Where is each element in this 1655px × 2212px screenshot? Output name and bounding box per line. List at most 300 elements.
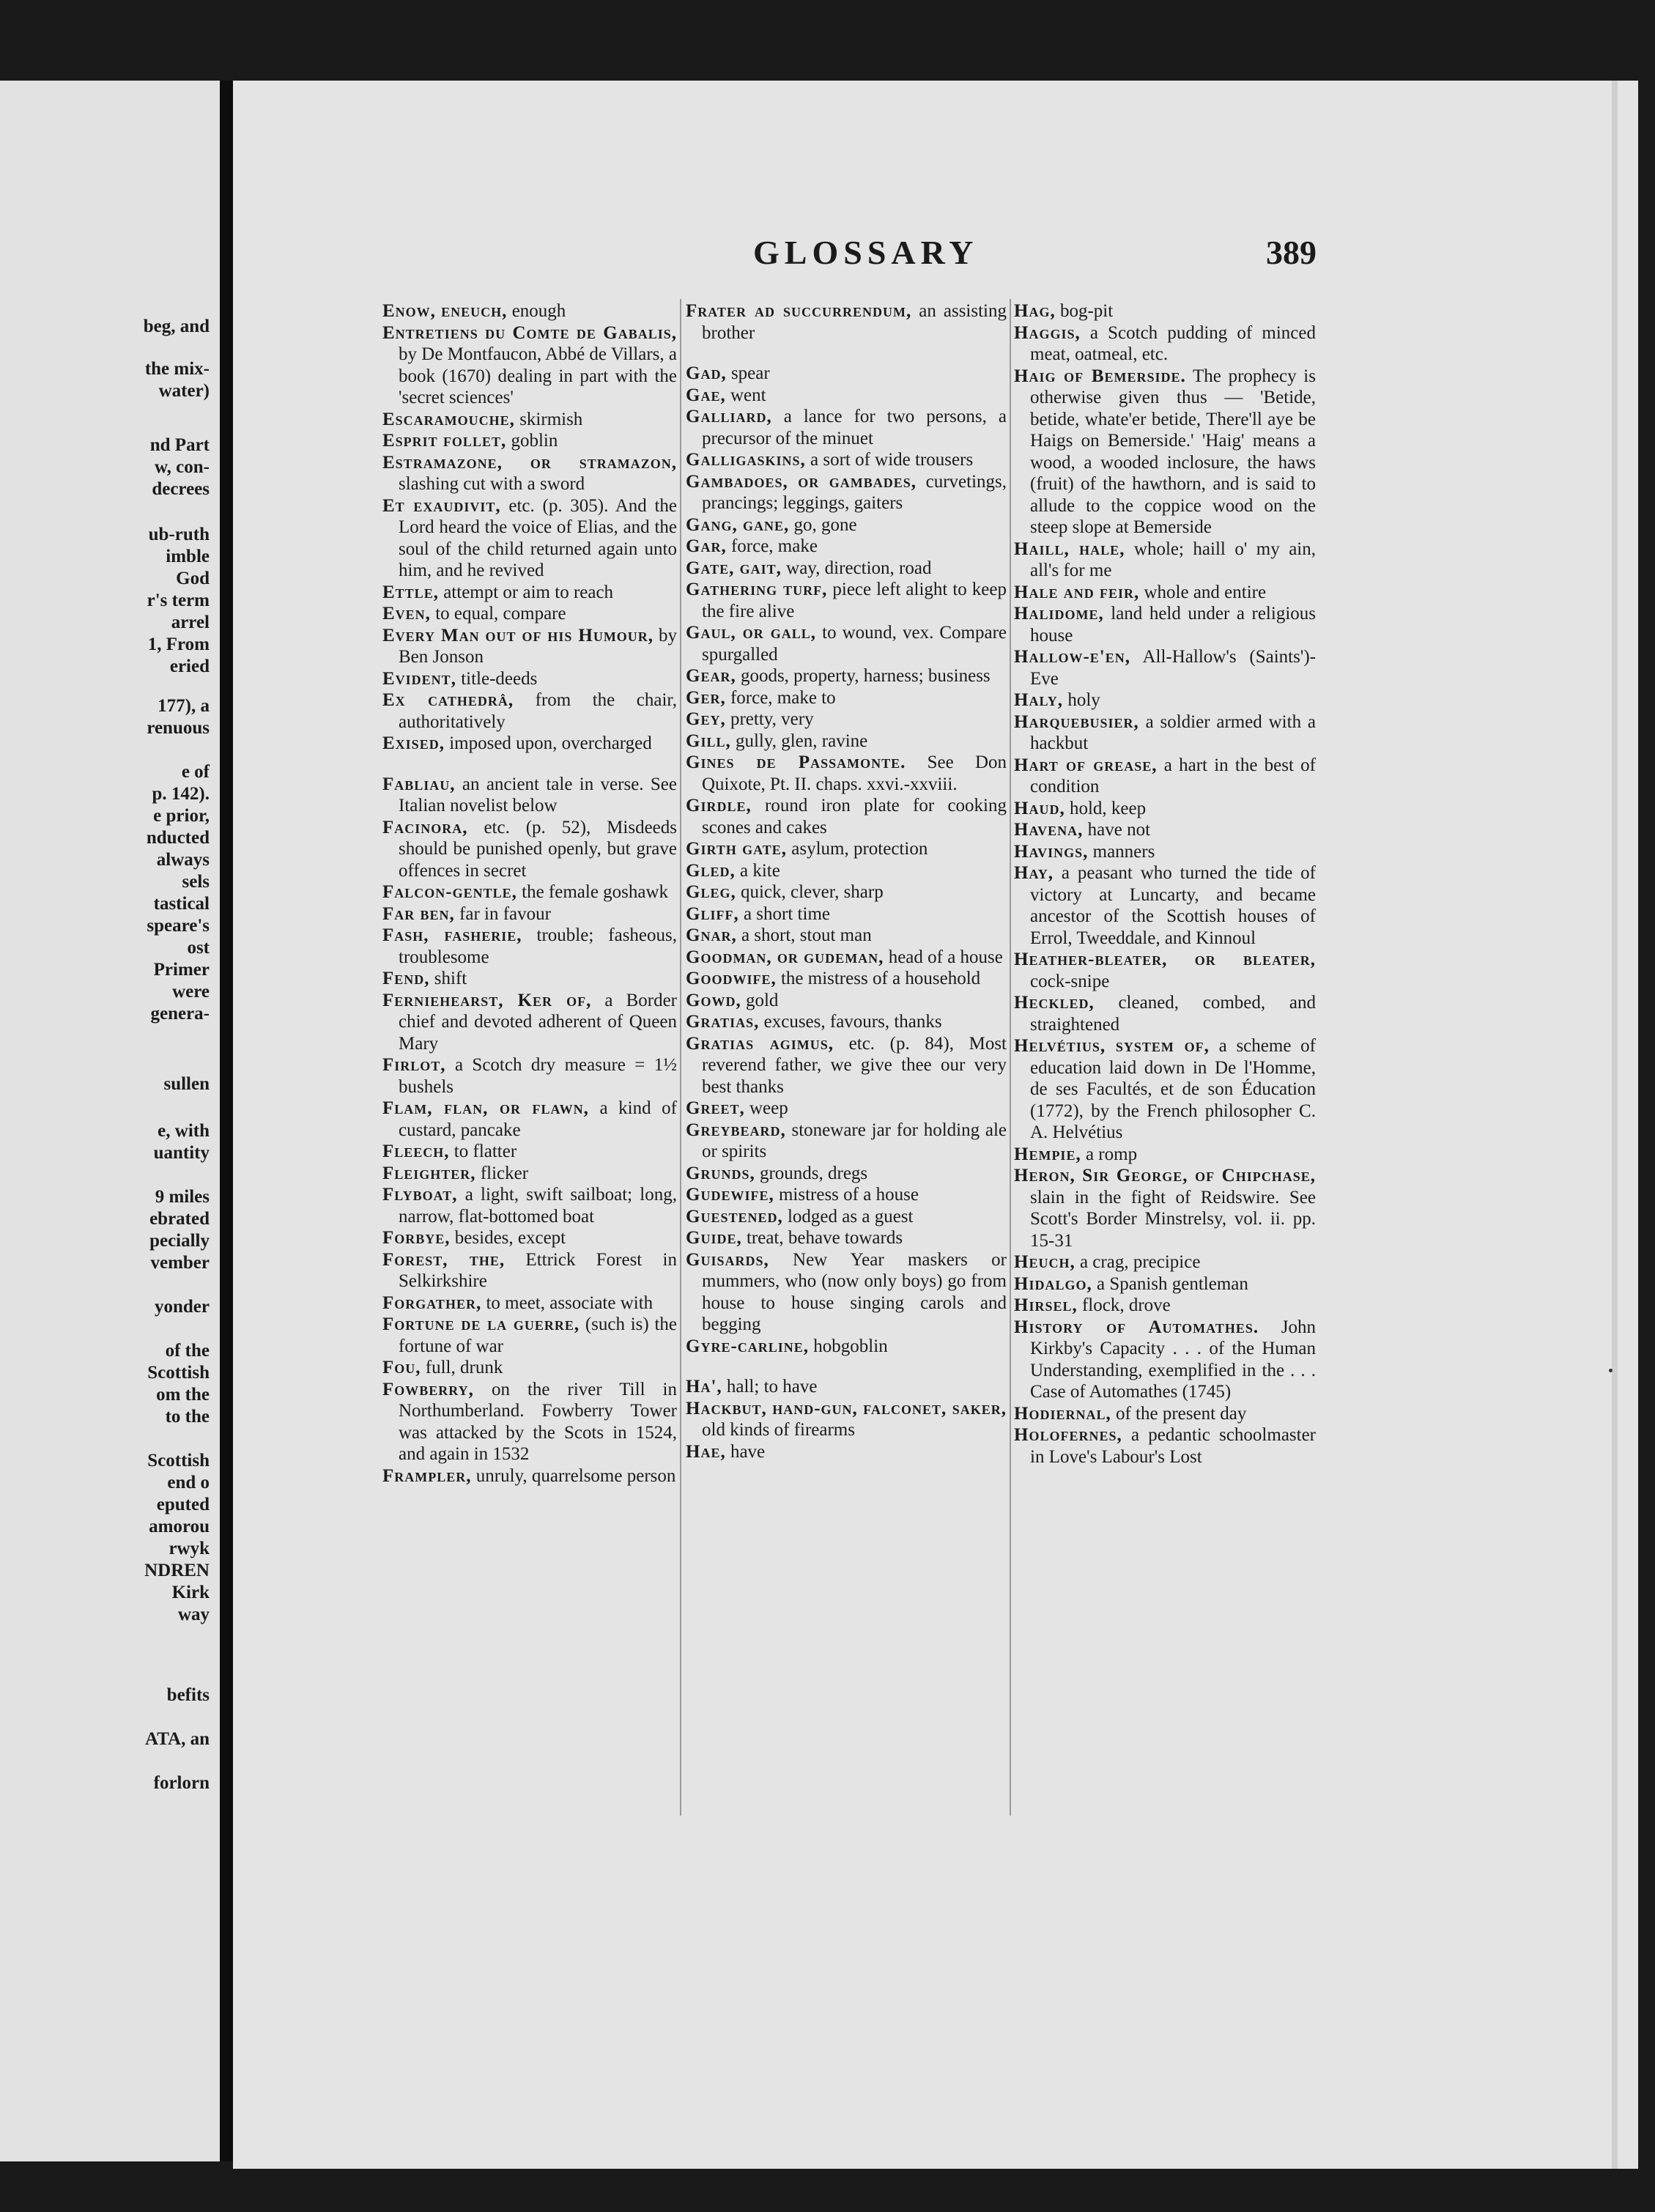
glossary-definition: to equal, compare: [435, 604, 566, 624]
glossary-term: Ex cathedrâ,: [382, 690, 514, 710]
left-page-text-fragment: Scottish: [147, 1363, 210, 1383]
glossary-definition: unruly, quarrelsome person: [475, 1465, 676, 1486]
left-page-text-fragment: e of: [181, 762, 210, 782]
glossary-entry: [686, 838, 1007, 860]
glossary-term: Haly,: [1014, 690, 1064, 710]
left-page-text-fragment: ebrated: [149, 1209, 210, 1229]
glossary-definition: hall; to have: [726, 1377, 818, 1397]
left-page-text-fragment: 9 miles: [155, 1187, 210, 1207]
glossary-definition: flock, drove: [1081, 1295, 1171, 1315]
left-page-text-fragment: 1, From: [147, 635, 210, 654]
glossary-term: Frampler,: [382, 1465, 472, 1486]
glossary-term: Girth gate,: [686, 839, 787, 859]
left-page-text-fragment: decrees: [152, 479, 210, 499]
left-page-text-fragment: nd Part: [149, 435, 210, 455]
glossary-term: Facinora,: [382, 817, 468, 837]
glossary-entry: [686, 990, 1007, 1012]
glossary-definition: slain in the fight of Reidswire. See Scott's Border Minstrelsy, vol. ii. pp. 15-31: [1030, 1187, 1316, 1251]
glossary-entry: [686, 881, 1007, 903]
glossary-definition: whole and entire: [1144, 582, 1267, 602]
glossary-entry: [382, 1357, 677, 1379]
left-page-text-fragment: beg, and: [143, 317, 210, 336]
glossary-definition: a Scotch pudding of minced meat, oatmeal, etc.: [1030, 322, 1316, 364]
glossary-definition: a kite: [739, 860, 780, 881]
glossary-term: Esprit follet,: [382, 431, 507, 451]
glossary-definition: Ettrick Forest in Selkirkshire: [399, 1249, 677, 1291]
glossary-entry: [382, 733, 677, 755]
glossary-definition: lodged as a guest: [787, 1206, 914, 1227]
glossary-term: Forgather,: [382, 1292, 482, 1313]
glossary-definition: the mistress of a household: [780, 969, 981, 988]
glossary-term: Hirsel,: [1014, 1295, 1078, 1315]
left-page-text-fragment: water): [158, 381, 210, 401]
glossary-definition: force, make to: [730, 687, 836, 708]
page-number: 389: [1266, 234, 1317, 271]
glossary-column-2: [686, 300, 1007, 1462]
glossary-definition: grounds, dregs: [759, 1163, 868, 1183]
glossary-entry: [382, 495, 677, 582]
glossary-definition: a lance for two persons, a precursor of the minuet: [702, 407, 1007, 448]
glossary-term: Helvétius, system of,: [1014, 1036, 1210, 1056]
glossary-definition: treat, behave towards: [746, 1228, 903, 1248]
glossary-entry: [382, 1314, 677, 1357]
page-edge: [1612, 81, 1618, 2169]
glossary-entry: [382, 1163, 677, 1185]
glossary-entry: [686, 903, 1007, 925]
glossary-term: Gambadoes, or gambades,: [686, 471, 917, 492]
glossary-entry: [1014, 949, 1316, 992]
book-gutter: [220, 81, 233, 2161]
adjacent-page-fragment: [0, 81, 220, 2161]
glossary-term: Ferniehearst, Ker of,: [382, 990, 592, 1010]
glossary-definition: trouble; fasheous, troublesome: [399, 925, 677, 967]
glossary-term: History of Automathes.: [1014, 1317, 1259, 1337]
glossary-term: Exised,: [382, 733, 445, 753]
glossary-definition: shift: [434, 969, 467, 988]
left-page-text-fragment: befits: [166, 1685, 210, 1705]
glossary-entry: [686, 622, 1007, 665]
glossary-definition: force, make: [730, 536, 818, 556]
left-page-text-fragment: NDREN: [144, 1561, 210, 1580]
left-page-text-fragment: 177), a: [158, 696, 210, 716]
glossary-definition: asylum, protection: [791, 839, 928, 859]
glossary-entry: [1014, 992, 1316, 1035]
glossary-entry: [1014, 755, 1316, 798]
glossary-definition: whole; haill o' my ain, all's for me: [1030, 539, 1317, 580]
left-page-text-fragment: tastical: [153, 894, 210, 914]
left-page-text-fragment: rwyk: [169, 1539, 210, 1558]
glossary-term: Firlot,: [382, 1055, 446, 1075]
glossary-entry: [1014, 689, 1316, 711]
glossary-term: Every Man out of his Humour,: [382, 625, 654, 646]
glossary-term: Gratias agimus,: [686, 1033, 834, 1054]
glossary-definition: a sort of wide trousers: [810, 450, 974, 470]
glossary-entry: [382, 1141, 677, 1163]
glossary-term: Halidome,: [1014, 604, 1104, 624]
glossary-entry: [686, 1163, 1007, 1185]
glossary-term: Frater ad succurrendum,: [686, 301, 912, 321]
glossary-term: Evident,: [382, 668, 456, 689]
glossary-entry: [382, 1379, 677, 1465]
glossary-definition: weep: [749, 1098, 788, 1118]
glossary-definition: by Ben Jonson: [399, 625, 678, 667]
glossary-term: Goodwife,: [686, 969, 777, 988]
glossary-definition: a scheme of education laid down in De l'Homme, de ses Facultés, et de son Éducation (1772), by the French philosopher C. A. Helvétius: [1030, 1036, 1316, 1142]
column-divider: [1010, 299, 1011, 1816]
glossary-entry: [1014, 841, 1316, 863]
glossary-entry: [382, 774, 677, 817]
glossary-definition: round iron plate for cooking scones and cakes: [702, 796, 1007, 837]
page-title: GLOSSARY: [753, 234, 979, 271]
glossary-definition: a light, swift sailboat; long, narrow, flat-bottomed boat: [399, 1185, 677, 1227]
glossary-definition: a hart in the best of condition: [1030, 755, 1316, 796]
left-page-text-fragment: sullen: [163, 1074, 210, 1094]
glossary-term: Falcon-gentle,: [382, 882, 517, 902]
glossary-term: Fabliau,: [382, 774, 456, 794]
glossary-term: Gyre-carline,: [686, 1336, 810, 1356]
glossary-definition: goods, property, harness; business: [740, 666, 991, 686]
glossary-definition: imposed upon, overcharged: [449, 733, 652, 753]
glossary-term: Ettle,: [382, 582, 439, 602]
glossary-term: Grunds,: [686, 1163, 755, 1183]
glossary-entry: [1014, 1165, 1316, 1251]
left-page-text-fragment: pecially: [149, 1231, 210, 1251]
glossary-entry: [1014, 862, 1316, 949]
glossary-entry: [382, 452, 677, 495]
glossary-definition: See Don Quixote, Pt. II. chaps. xxvi.-xxviii.: [702, 752, 1007, 794]
glossary-entry: [686, 1249, 1007, 1336]
glossary-term: Escaramouche,: [382, 409, 515, 429]
glossary-definition: have: [730, 1441, 766, 1462]
glossary-definition: holy: [1067, 690, 1100, 710]
glossary-entry: [686, 558, 1007, 580]
glossary-definition: from the chair, authoritatively: [399, 690, 677, 732]
glossary-entry: [382, 1054, 677, 1098]
glossary-definition: curvetings, prancings; leggings, gaiters: [702, 471, 1007, 513]
glossary-entry: [1014, 322, 1316, 366]
left-page-text-fragment: to the: [165, 1407, 210, 1427]
glossary-entry: [382, 881, 677, 903]
glossary-entry: [686, 687, 1007, 709]
glossary-definition: a soldier armed with a hackbut: [1030, 711, 1316, 753]
glossary-definition: an ancient tale in verse. See Italian novelist below: [399, 774, 677, 815]
glossary-entry: [382, 300, 677, 322]
glossary-definition: attempt or aim to reach: [443, 582, 614, 602]
section-gap: [382, 755, 677, 774]
glossary-entry: [382, 582, 677, 604]
left-page-text-fragment: forlorn: [153, 1773, 210, 1793]
glossary-definition: a Spanish gentleman: [1096, 1273, 1248, 1294]
glossary-term: Gines de Passamonte.: [686, 752, 906, 772]
glossary-term: Gathering turf,: [686, 580, 828, 599]
glossary-term: Galligaskins,: [686, 450, 806, 470]
glossary-term: Fleech,: [382, 1142, 450, 1161]
glossary-entry: [382, 430, 677, 452]
glossary-entry: [686, 1120, 1007, 1163]
glossary-term: Guide,: [686, 1228, 742, 1248]
glossary-entry: [382, 1227, 677, 1249]
glossary-term: Hart of grease,: [1014, 755, 1158, 775]
glossary-term: Harquebusier,: [1014, 711, 1139, 732]
glossary-term: Gear,: [686, 666, 736, 686]
left-page-text-fragment: yonder: [155, 1297, 210, 1317]
glossary-term: Heron, Sir George, of Chipchase,: [1014, 1166, 1316, 1185]
glossary-term: Far ben,: [382, 903, 455, 924]
left-page-text-fragment: the mix-: [144, 359, 210, 379]
glossary-term: Gar,: [686, 536, 727, 556]
glossary-definition: by De Montfaucon, Abbé de Villars, a book (1670) dealing in part with the 'secret sciences': [399, 344, 677, 407]
glossary-entry: [1014, 798, 1316, 820]
left-page-text-fragment: Scottish: [147, 1451, 210, 1471]
glossary-term: Goodman, or gudeman,: [686, 947, 884, 967]
glossary-term: Heuch,: [1014, 1252, 1075, 1272]
glossary-term: Girdle,: [686, 796, 752, 815]
glossary-definition: went: [730, 385, 766, 405]
glossary-entry: [686, 730, 1007, 752]
left-page-text-fragment: om the: [156, 1385, 210, 1405]
glossary-definition: old kinds of firearms: [702, 1420, 855, 1440]
glossary-entry: [686, 1184, 1007, 1206]
left-page-text-fragment: of the: [165, 1341, 210, 1361]
glossary-term: Gliff,: [686, 903, 739, 924]
left-page-text-fragment: arrel: [171, 613, 210, 632]
glossary-definition: have not: [1087, 820, 1151, 840]
glossary-definition: quick, clever, sharp: [740, 882, 884, 902]
glossary-entry: [382, 1292, 677, 1314]
glossary-definition: John Kirkby's Capacity . . . of the Human Understanding, exemplified in the . . . Case of Automathes (1745): [1030, 1317, 1316, 1402]
left-page-text-fragment: eried: [169, 656, 210, 676]
glossary-definition: to flatter: [453, 1142, 517, 1161]
glossary-term: Haig of Bemerside.: [1014, 366, 1186, 386]
glossary-definition: etc. (p. 305). And the Lord heard the voice of Elias, and the soul of the child returned again unto him, and he revived: [399, 495, 678, 580]
glossary-entry: [382, 1249, 677, 1292]
glossary-entry: [686, 471, 1007, 514]
glossary-entry: [1014, 1424, 1316, 1468]
left-page-text-fragment: ATA, an: [145, 1729, 210, 1749]
glossary-entry: [686, 752, 1007, 795]
glossary-entry: [382, 817, 677, 882]
glossary-term: Guestened,: [686, 1206, 783, 1227]
glossary-entry: [686, 1227, 1007, 1249]
glossary-term: Gowd,: [686, 990, 741, 1010]
left-page-text-fragment: r's term: [147, 591, 210, 610]
glossary-definition: far in favour: [459, 903, 551, 924]
glossary-definition: an assisting brother: [702, 301, 1007, 343]
glossary-entry: [1014, 300, 1316, 322]
glossary-definition: goblin: [511, 431, 558, 451]
left-page-text-fragment: p. 142).: [152, 784, 210, 804]
glossary-definition: a crag, precipice: [1079, 1252, 1201, 1272]
glossary-definition: a short, stout man: [741, 925, 872, 945]
left-page-text-fragment: amorou: [149, 1517, 210, 1536]
glossary-definition: enough: [511, 301, 566, 321]
glossary-term: Gang, gane,: [686, 514, 790, 535]
glossary-entry: [686, 1376, 1007, 1398]
glossary-entry: [686, 514, 1007, 536]
glossary-entry: [686, 406, 1007, 449]
left-page-text-fragment: were: [172, 982, 210, 1002]
glossary-term: Greet,: [686, 1098, 745, 1118]
glossary-term: Hackbut, hand-gun, falconet, saker,: [686, 1398, 1007, 1418]
glossary-term: Hay,: [1014, 863, 1054, 883]
glossary-term: Haill, hale,: [1014, 539, 1125, 559]
glossary-term: Hidalgo,: [1014, 1273, 1092, 1294]
glossary-term: Estramazone, or stramazon,: [382, 452, 677, 473]
glossary-entry: [686, 1441, 1007, 1463]
glossary-term: Fleighter,: [382, 1163, 476, 1183]
glossary-definition: piece left alight to keep the fire alive: [702, 580, 1007, 621]
glossary-term: Ger,: [686, 687, 726, 708]
glossary-definition: land held under a religious house: [1030, 604, 1317, 646]
glossary-definition: New Year maskers or mummers, who (now only boys) go from house to house singing carols and begging: [702, 1249, 1007, 1334]
glossary-entry: [686, 795, 1007, 838]
glossary-entry: [382, 322, 677, 409]
left-page-text-fragment: Primer: [153, 960, 210, 980]
glossary-definition: on the river Till in Northumberland. Fowberry Tower was attacked by the Scots in 1524, and again in 1532: [399, 1379, 677, 1464]
glossary-definition: way, direction, road: [786, 558, 932, 578]
glossary-term: Gaul, or gall,: [686, 623, 817, 643]
glossary-entry: [686, 947, 1007, 969]
glossary-term: Gad,: [686, 363, 727, 383]
glossary-entry: [1014, 711, 1316, 755]
glossary-definition: to wound, vex. Compare spurgalled: [702, 623, 1007, 665]
glossary-entry: [1014, 1144, 1316, 1166]
glossary-entry: [1014, 1403, 1316, 1425]
glossary-definition: All-Hallow's (Saints')-Eve: [1030, 647, 1317, 689]
glossary-term: Flam, flan, or flawn,: [382, 1098, 589, 1118]
glossary-entry: [686, 1033, 1007, 1098]
glossary-entry: [382, 603, 677, 625]
glossary-term: Fortune de la guerre,: [382, 1314, 580, 1334]
glossary-definition: besides, except: [454, 1228, 566, 1248]
glossary-definition: go, gone: [793, 514, 857, 535]
glossary-entry: [382, 990, 677, 1055]
glossary-definition: a Border chief and devoted adherent of Queen Mary: [399, 990, 677, 1054]
glossary-definition: a pedantic schoolmaster in Love's Labour's Lost: [1030, 1425, 1317, 1467]
left-page-text-fragment: vember: [150, 1253, 210, 1273]
glossary-entry: [1014, 1035, 1316, 1144]
glossary-term: Heckled,: [1014, 993, 1095, 1013]
glossary-term: Hallow-e'en,: [1014, 647, 1130, 667]
left-page-text-fragment: e, with: [158, 1121, 210, 1141]
glossary-definition: flicker: [480, 1163, 529, 1183]
glossary-definition: stoneware jar for holding ale or spirits: [702, 1120, 1007, 1161]
glossary-definition: a romp: [1085, 1144, 1138, 1164]
glossary-definition: gully, glen, ravine: [735, 730, 868, 751]
section-gap: [686, 1357, 1007, 1376]
glossary-entry: [686, 1011, 1007, 1033]
glossary-term: Havings,: [1014, 841, 1089, 862]
glossary-entry: [382, 925, 677, 968]
glossary-entry: [1014, 366, 1316, 539]
glossary-definition: head of a house: [888, 947, 1003, 967]
glossary-entry: [1014, 819, 1316, 841]
glossary-term: Hag,: [1014, 301, 1056, 321]
glossary-entry: [382, 625, 677, 668]
glossary-term: Gate, gait,: [686, 558, 782, 578]
glossary-definition: to meet, associate with: [486, 1292, 654, 1313]
glossary-entry: [686, 1398, 1007, 1441]
glossary-entry: [1014, 1295, 1316, 1317]
glossary-term: Guisards,: [686, 1249, 769, 1270]
glossary-definition: etc. (p. 84), Most reverend father, we give thee our very best thanks: [702, 1033, 1007, 1097]
glossary-definition: The prophecy is otherwise given thus — 'Betide, betide, whate'er betide, There'll aye be Haigs on Bemerside.' 'Haig' means a wood, a wooded inclosure, the haws (fruit) of the hawthorn, and is said to allude to the coppice wood on the steep slope at Bemerside: [1030, 366, 1316, 537]
left-page-text-fragment: imble: [166, 547, 210, 566]
glossary-entry: [686, 300, 1007, 344]
glossary-entry: [686, 860, 1007, 882]
glossary-column-1: [382, 300, 677, 1487]
glossary-term: Forbye,: [382, 1228, 451, 1248]
glossary-term: Fou,: [382, 1358, 421, 1377]
left-page-text-fragment: ost: [187, 938, 210, 958]
glossary-term: Forest, the,: [382, 1249, 506, 1270]
left-page-text-fragment: always: [156, 850, 210, 870]
glossary-term: Hale and feir,: [1014, 582, 1140, 602]
glossary-entry: [382, 1098, 677, 1141]
glossary-term: Enow, eneuch,: [382, 301, 508, 321]
section-gap: [686, 344, 1007, 363]
glossary-definition: skirmish: [519, 409, 583, 429]
glossary-entry: [382, 689, 677, 733]
glossary-term: Flyboat,: [382, 1185, 458, 1205]
glossary-definition: of the present day: [1115, 1403, 1247, 1424]
left-page-text-fragment: God: [176, 569, 210, 588]
glossary-definition: gold: [745, 990, 779, 1010]
glossary-entry: [686, 363, 1007, 385]
glossary-term: Haggis,: [1014, 322, 1081, 343]
glossary-entry: [1014, 1273, 1316, 1295]
glossary-entry: [1014, 603, 1316, 646]
glossary-term: Havena,: [1014, 820, 1084, 840]
glossary-definition: a peasant who turned the tide of victory at Luncarty, and became ancestor of the Scottish houses of Errol, Tweeddale, and Kinnoul: [1030, 863, 1316, 948]
glossary-term: Gey,: [686, 709, 726, 729]
glossary-term: Gae,: [686, 385, 726, 405]
left-page-text-fragment: speare's: [147, 916, 210, 936]
glossary-definition: pretty, very: [730, 709, 814, 729]
glossary-entry: [686, 925, 1007, 947]
left-page-text-fragment: renuous: [147, 718, 210, 738]
glossary-entry: [382, 968, 677, 990]
glossary-definition: etc. (p. 52), Misdeeds should be punished openly, but grave offences in secret: [399, 817, 677, 881]
glossary-entry: [686, 536, 1007, 558]
glossary-term: Haud,: [1014, 798, 1065, 818]
glossary-entry: [686, 579, 1007, 622]
glossary-term: Gratias,: [686, 1012, 760, 1032]
glossary-term: Gill,: [686, 730, 731, 751]
glossary-column-3: [1014, 300, 1316, 1468]
left-page-text-fragment: w, con-: [155, 457, 210, 477]
glossary-term: Even,: [382, 604, 431, 624]
glossary-term: Gleg,: [686, 882, 736, 902]
glossary-entry: [1014, 1317, 1316, 1403]
glossary-definition: (such is) the fortune of war: [399, 1314, 677, 1356]
left-page-text-fragment: sels: [182, 872, 210, 892]
glossary-term: Fash, fasherie,: [382, 925, 522, 945]
glossary-term: Hae,: [686, 1441, 726, 1462]
glossary-term: Holofernes,: [1014, 1425, 1122, 1445]
glossary-definition: the female goshawk: [522, 882, 669, 902]
glossary-definition: mistress of a house: [778, 1185, 919, 1205]
glossary-entry: [686, 1206, 1007, 1228]
glossary-entry: [686, 1098, 1007, 1120]
glossary-entry: [686, 385, 1007, 407]
glossary-definition: a short time: [743, 903, 830, 924]
glossary-term: Galliard,: [686, 407, 772, 426]
glossary-definition: title-deeds: [461, 668, 538, 689]
glossary-entry: [1014, 1251, 1316, 1273]
left-page-text-fragment: e prior,: [153, 806, 210, 826]
glossary-entry: [686, 449, 1007, 471]
